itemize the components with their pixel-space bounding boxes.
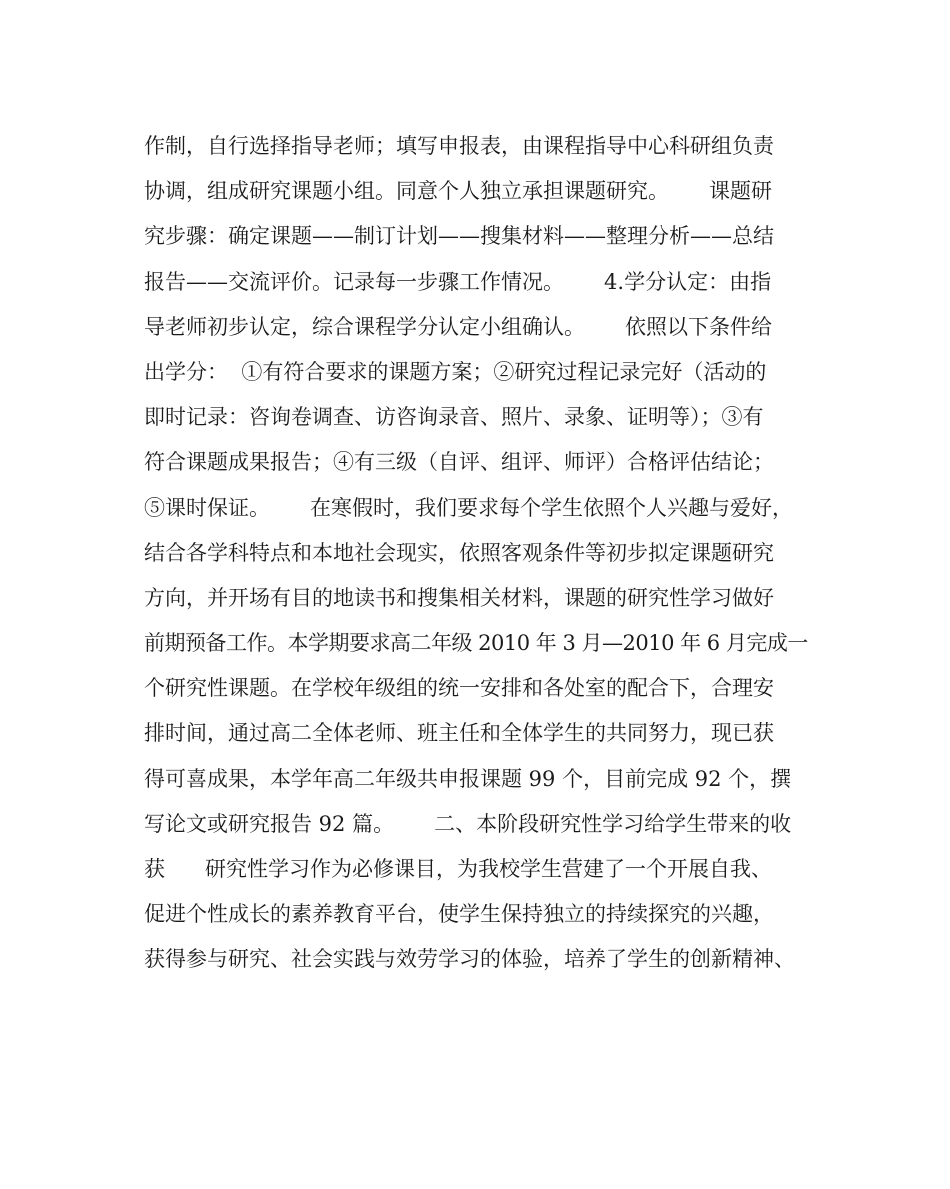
text-line-9: ⑤课时保证。 在寒假时，我们要求每个学生依照个人兴趣与爱好， <box>144 495 794 520</box>
text-line-16: 写论文或研究报告 92 篇。 二、本阶段研究性学习给学生带来的收 <box>144 811 792 836</box>
text-line-14: 排时间，通过高二全体老师、班主任和全体学生的共同努力，现已获 <box>144 721 774 746</box>
text-line-5: 导老师初步认定，综合课程学分认定小组确认。 依照以下条件给 <box>144 314 773 339</box>
body-text <box>144 124 809 983</box>
text-line-13: 个研究性课题。在学校年级组的统一安排和各处室的配合下，合理安 <box>144 676 774 701</box>
text-line-6: 出学分： ①有符合要求的课题方案；②研究过程记录完好（活动的 <box>144 359 767 384</box>
text-line-10: 结合各学科特点和本地社会现实，依照客观条件等初步拟定课题研究 <box>144 540 774 565</box>
text-line-19: 获得参与研究、社会实践与效劳学习的体验，培养了学生的创新精神、 <box>144 947 795 972</box>
text-line-11: 方向，并开场有目的地读书和搜集相关材料，课题的研究性学习做好 <box>144 585 774 610</box>
text-line-8: 符合课题成果报告；④有三级（自评、组评、师评）合格评估结论； <box>144 450 774 475</box>
text-line-3: 究步骤：确定课题——制订计划——搜集材料——整理分析——总结 <box>144 224 774 249</box>
text-line-7: 即时记录：咨询卷调查、访咨询录音、照片、录象、证明等）；③有 <box>144 405 764 430</box>
text-line-12: 前期预备工作。本学期要求高二年级 2010 年 3 月—2010 年 6 月完成一 <box>144 631 808 656</box>
text-line-17: 获 研究性学习作为必修课目，为我校学生营建了一个开展自我、 <box>144 857 773 881</box>
text-line-1: 作制，自行选择指导老师；填写申报表，由课程指导中心科研组负责 <box>144 134 774 158</box>
text-line-4: 报告——交流评价。记录每一步骤工作情况。 4.学分认定：由指 <box>144 269 772 294</box>
text-line-15: 得可喜成果，本学年高二年级共申报课题 99 个，目前完成 92 个，撰 <box>144 766 792 791</box>
text-line-2: 协调，组成研究课题小组。同意个人独立承担课题研究。 课题研 <box>144 179 773 204</box>
text-line-18: 促进个性成长的素养教育平台，使学生保持独立的持续探究的兴趣， <box>144 902 774 927</box>
